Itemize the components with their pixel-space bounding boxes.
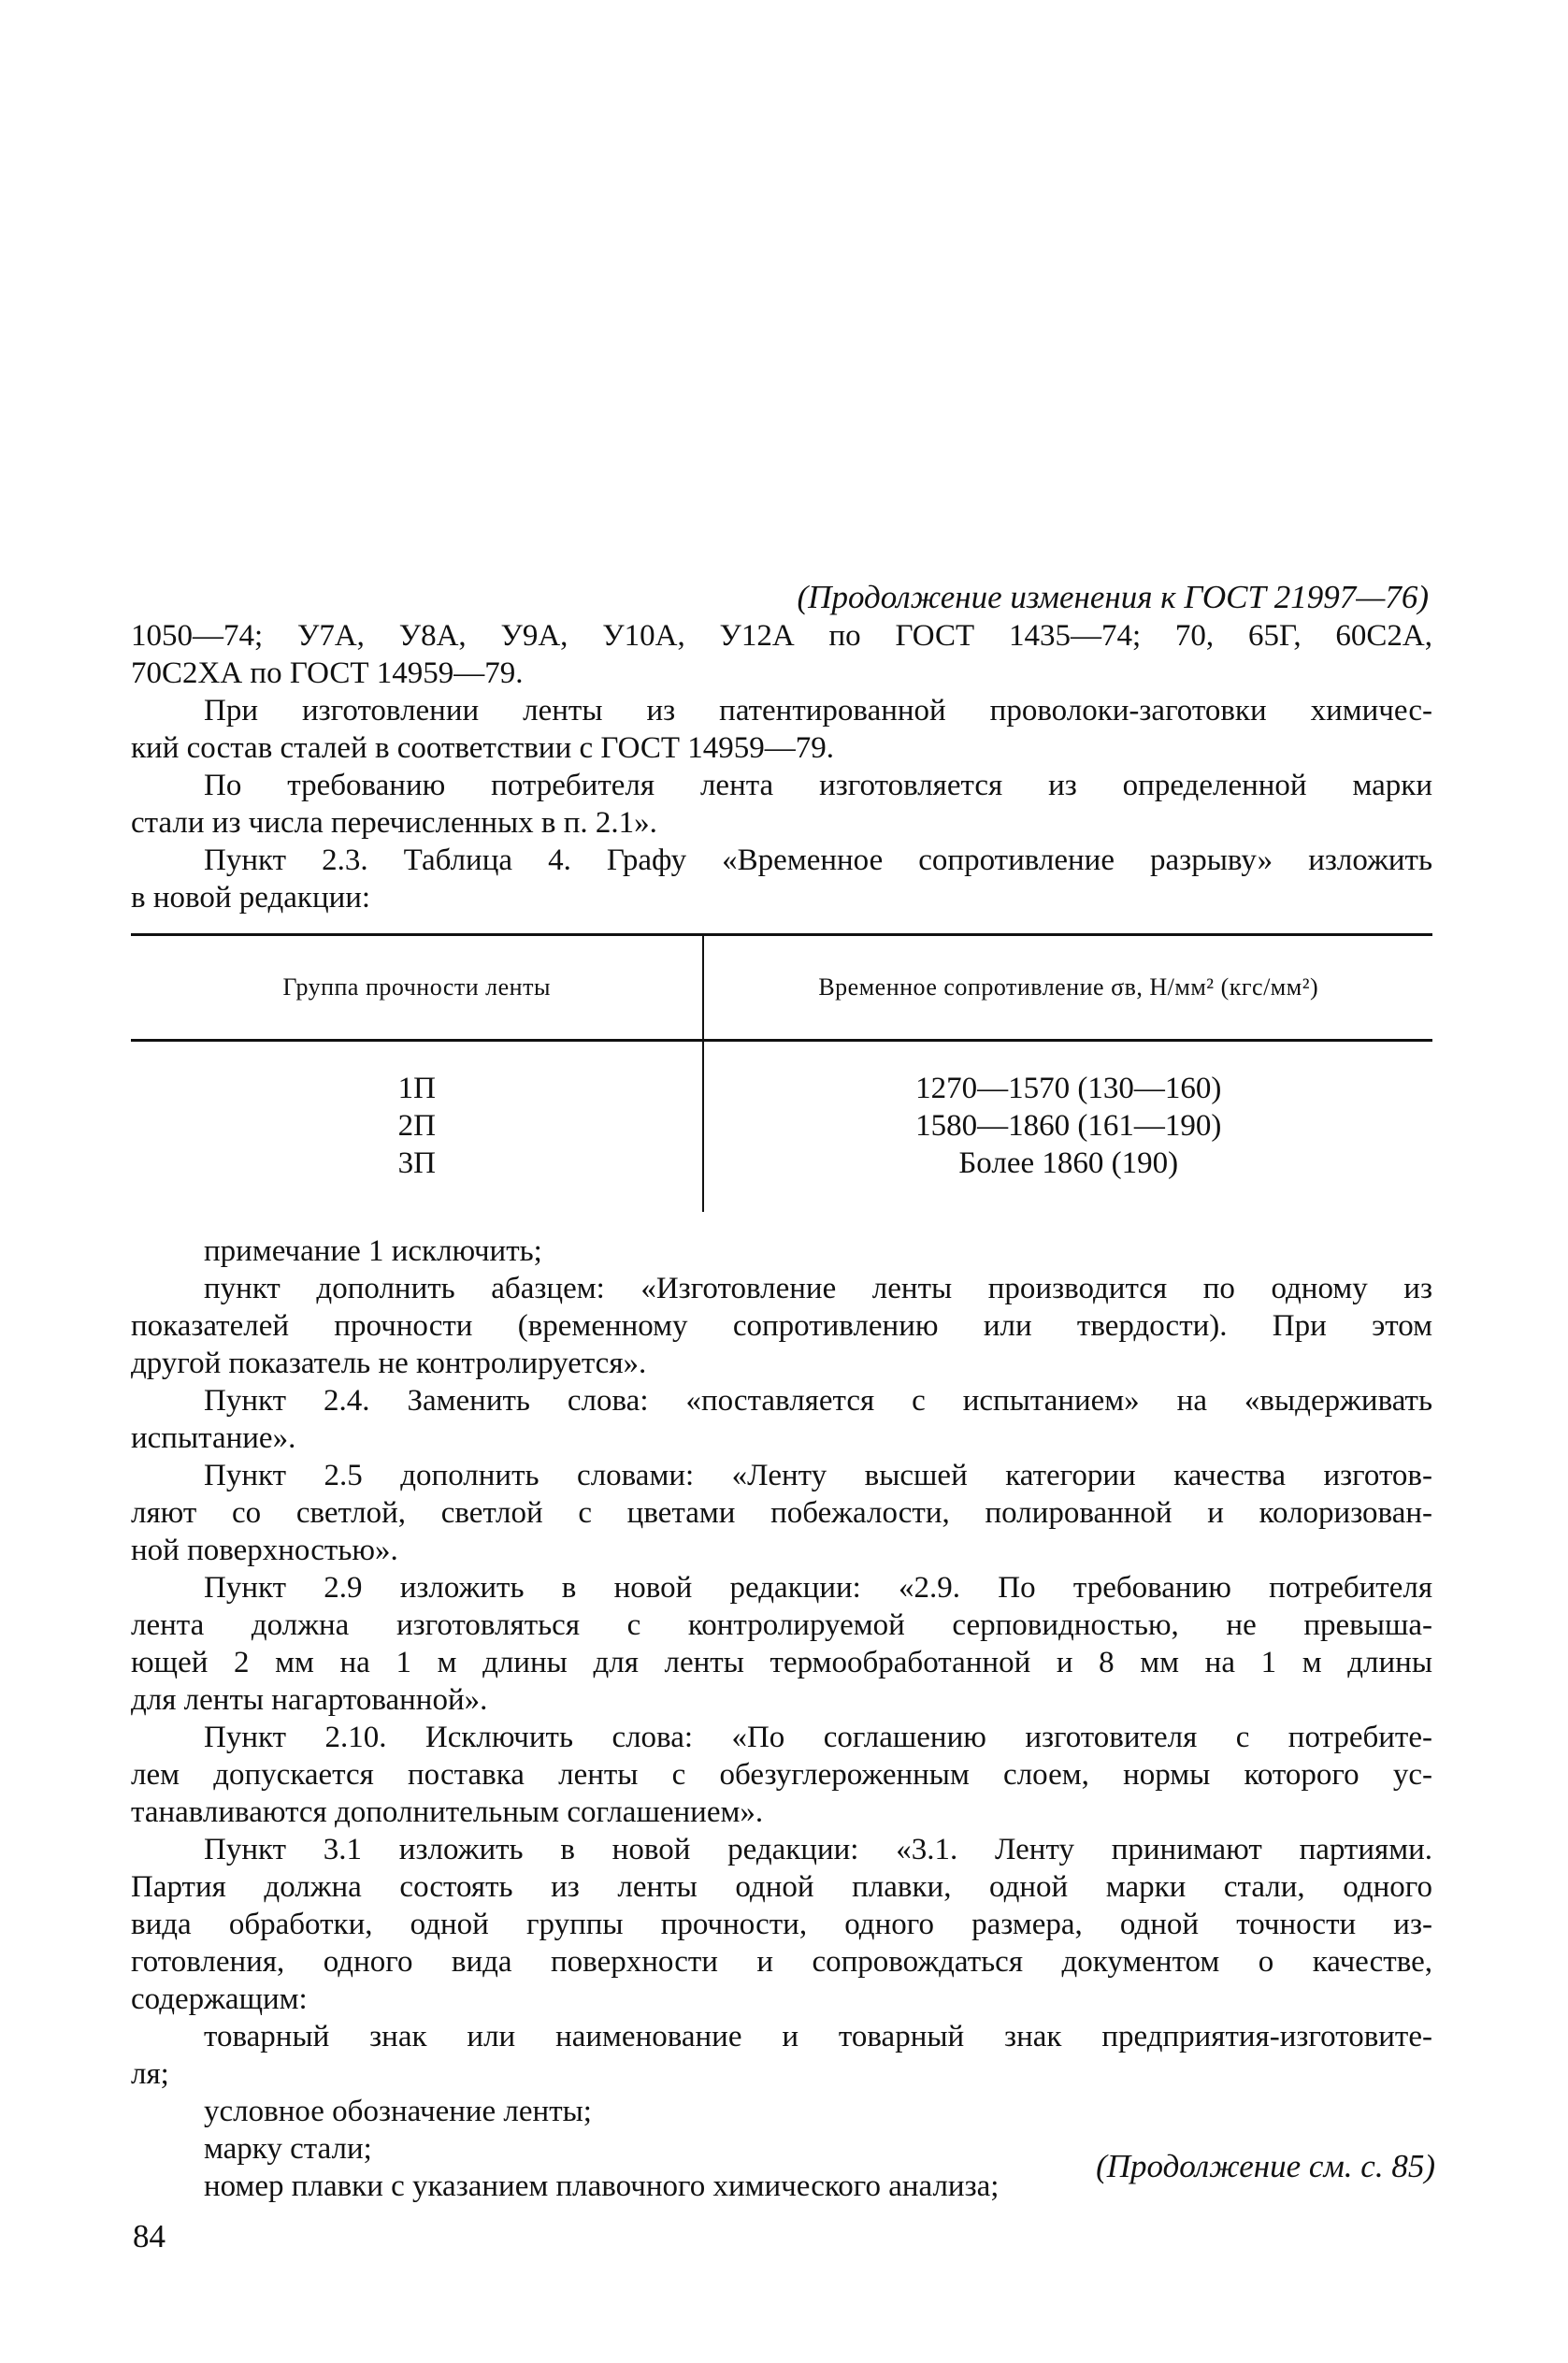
table-cell-group: 3П bbox=[397, 1146, 436, 1180]
table-cell-strength: 1580—1860 (161—190) bbox=[915, 1109, 1222, 1143]
text-line: танавливаются дополнительным соглашением». bbox=[131, 1795, 764, 1829]
continuation-header: (Продолжение изменения к ГОСТ 21997—76) bbox=[797, 579, 1429, 615]
text-line: показателей прочности (временному сопротивлению или твердости). При этом bbox=[131, 1309, 1432, 1343]
text-line: кий состав сталей в соответствии с ГОСТ 14959—79. bbox=[131, 731, 835, 765]
text-line: стали из числа перечисленных в п. 2.1». bbox=[131, 806, 657, 840]
paragraph-add-sentence bbox=[131, 1270, 1432, 1382]
column-header-strength-group: Группа прочности ленты bbox=[131, 935, 703, 1041]
column-header-tensile-strength: Временное сопротивление σв, Н/мм² (кгс/мм²) bbox=[703, 935, 1432, 1041]
text-line: лента должна изготовляться с контролируемой серповидностью, не превыша- bbox=[131, 1608, 1432, 1642]
text-line: готовления, одного вида поверхности и сопровождаться документом о качестве, bbox=[131, 1945, 1432, 1979]
text-line: испытание». bbox=[131, 1421, 296, 1455]
paragraph-item-2-3 bbox=[131, 842, 1432, 916]
paragraph-designation: условное обозначение ленты; bbox=[204, 2095, 592, 2128]
text-line: Пункт 3.1 изложить в новой редакции: «3.1. Ленту принимают партиями. bbox=[204, 1833, 1432, 1866]
text-line: Пункт 2.4. Заменить слова: «поставляется с испытанием» на «выдерживать bbox=[204, 1384, 1432, 1418]
text-line: Пункт 2.3. Таблица 4. Графу «Временное сопротивление разрыву» изложить bbox=[204, 843, 1432, 877]
text-line: Партия должна состоять из ленты одной плавки, одной марки стали, одного bbox=[131, 1870, 1432, 1904]
tensile-strength-cell bbox=[703, 1041, 1432, 1213]
text-line: 1050—74; У7А, У8А, У9А, У10А, У12А по ГОСТ 1435—74; 70, 65Г, 60С2А, bbox=[131, 619, 1432, 653]
document-body bbox=[131, 578, 1432, 2205]
text-line: товарный знак или наименование и товарный знак предприятия-изготовите- bbox=[204, 2020, 1432, 2053]
paragraph-steel-grade: марку стали; bbox=[204, 2132, 372, 2166]
paragraph-item-3-1 bbox=[131, 1831, 1432, 2018]
table-row bbox=[131, 1041, 1432, 1213]
text-line: Пункт 2.5 дополнить словами: «Ленту высшей категории качества изготов- bbox=[204, 1459, 1432, 1492]
page-number: 84 bbox=[133, 2218, 165, 2255]
paragraph-heat-number: номер плавки с указанием плавочного химического анализа; bbox=[204, 2169, 1000, 2203]
text-line: По требованию потребителя лента изготовляется из определенной марки bbox=[204, 769, 1432, 802]
paragraph-item-2-5 bbox=[131, 1457, 1432, 1569]
text-line: Пункт 2.9 изложить в новой редакции: «2.9. По требованию потребителя bbox=[204, 1571, 1432, 1605]
text-line: лем допускается поставка ленты с обезуглероженным слоем, нормы которого ус- bbox=[131, 1758, 1432, 1792]
text-line: в новой редакции: bbox=[131, 881, 371, 915]
table-cell-group: 2П bbox=[397, 1109, 436, 1143]
paragraph-note-exclude: примечание 1 исключить; bbox=[204, 1234, 542, 1268]
table-cell-strength: Более 1860 (190) bbox=[958, 1146, 1179, 1180]
strength-table bbox=[131, 933, 1432, 1212]
text-line: ляют со светлой, светлой с цветами побежалости, полированной и колоризован- bbox=[131, 1496, 1432, 1530]
paragraph-patented-wire bbox=[131, 692, 1432, 767]
table-cell-group: 1П bbox=[397, 1072, 436, 1105]
strength-group-cell bbox=[131, 1041, 703, 1213]
continuation-footer: (Продолжение см. с. 85) bbox=[1096, 2148, 1435, 2184]
table-cell-strength: 1270—1570 (130—160) bbox=[915, 1072, 1222, 1105]
paragraph-item-2-9 bbox=[131, 1569, 1432, 1719]
text-line: пункт дополнить абазцем: «Изготовление ленты производится по одному из bbox=[204, 1272, 1432, 1305]
text-line: для ленты нагартованной». bbox=[131, 1683, 488, 1717]
text-line: вида обработки, одной группы прочности, одного размера, одной точности из- bbox=[131, 1908, 1432, 1941]
paragraph-trademark bbox=[131, 2018, 1432, 2093]
text-line: ющей 2 мм на 1 м длины для ленты термообработанной и 8 мм на 1 м длины bbox=[131, 1646, 1432, 1679]
text-line: ной поверхностью». bbox=[131, 1534, 398, 1567]
table-header-row bbox=[131, 935, 1432, 1041]
paragraph-consumer-request bbox=[131, 767, 1432, 842]
text-line: Пункт 2.10. Исключить слова: «По соглашению изготовителя с потребите- bbox=[204, 1721, 1432, 1754]
text-line: ля; bbox=[131, 2057, 169, 2091]
text-line: 70С2ХА по ГОСТ 14959—79. bbox=[131, 656, 524, 690]
paragraph-item-2-4 bbox=[131, 1382, 1432, 1457]
paragraph-item-2-10 bbox=[131, 1719, 1432, 1831]
text-line: другой показатель не контролируется». bbox=[131, 1347, 647, 1380]
paragraph-steel-grades bbox=[131, 617, 1432, 692]
text-line: При изготовлении ленты из патентированной проволоки-заготовки химичес- bbox=[204, 694, 1432, 728]
text-line: содержащим: bbox=[131, 1982, 308, 2016]
